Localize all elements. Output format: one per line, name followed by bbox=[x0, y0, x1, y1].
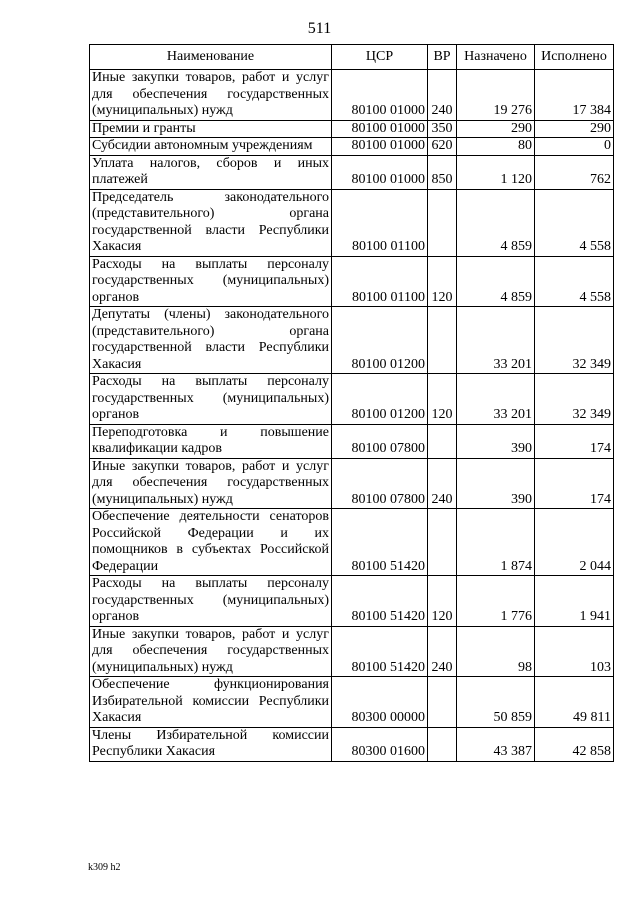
row-name: Расходы на выплаты персоналу государственных (муниципальных) органов bbox=[90, 256, 332, 307]
row-assigned: 1 120 bbox=[457, 155, 535, 189]
row-name: Иные закупки товаров, работ и услуг для обеспечения государственных (муниципальных) нужд bbox=[90, 70, 332, 121]
row-name: Расходы на выплаты персоналу государственных (муниципальных) органов bbox=[90, 374, 332, 425]
row-executed: 49 811 bbox=[535, 677, 614, 728]
row-assigned: 98 bbox=[457, 626, 535, 677]
row-name: Иные закупки товаров, работ и услуг для обеспечения государственных (муниципальных) нужд bbox=[90, 626, 332, 677]
row-executed: 4 558 bbox=[535, 189, 614, 256]
row-assigned: 33 201 bbox=[457, 374, 535, 425]
row-vr bbox=[428, 307, 457, 374]
row-name: Расходы на выплаты персоналу государственных (муниципальных) органов bbox=[90, 576, 332, 627]
row-vr: 240 bbox=[428, 70, 457, 121]
row-vr: 120 bbox=[428, 576, 457, 627]
row-csr: 80100 07800 bbox=[332, 424, 428, 458]
table-row bbox=[90, 458, 614, 509]
row-csr: 80100 01000 bbox=[332, 70, 428, 121]
row-csr: 80100 01200 bbox=[332, 307, 428, 374]
row-executed: 103 bbox=[535, 626, 614, 677]
table-row bbox=[90, 307, 614, 374]
row-csr: 80100 51420 bbox=[332, 626, 428, 677]
row-csr: 80100 01100 bbox=[332, 189, 428, 256]
row-executed: 17 384 bbox=[535, 70, 614, 121]
footer-mark: k309 h2 bbox=[88, 862, 121, 873]
row-assigned: 19 276 bbox=[457, 70, 535, 121]
row-vr: 240 bbox=[428, 626, 457, 677]
row-assigned: 50 859 bbox=[457, 677, 535, 728]
row-vr: 350 bbox=[428, 120, 457, 138]
table-row bbox=[90, 576, 614, 627]
row-assigned: 43 387 bbox=[457, 727, 535, 761]
row-name: Председатель законодательного (представительного) органа государственной власти Республики Хакасия bbox=[90, 189, 332, 256]
budget-table bbox=[89, 44, 614, 762]
table-row bbox=[90, 256, 614, 307]
row-assigned: 80 bbox=[457, 138, 535, 156]
row-csr: 80100 51420 bbox=[332, 509, 428, 576]
row-assigned: 1 874 bbox=[457, 509, 535, 576]
row-assigned: 4 859 bbox=[457, 256, 535, 307]
row-name: Уплата налогов, сборов и иных платежей bbox=[90, 155, 332, 189]
row-vr bbox=[428, 509, 457, 576]
row-csr: 80100 07800 bbox=[332, 458, 428, 509]
row-executed: 174 bbox=[535, 458, 614, 509]
table-row bbox=[90, 424, 614, 458]
table-row bbox=[90, 138, 614, 156]
row-name: Переподготовка и повышение квалификации кадров bbox=[90, 424, 332, 458]
row-executed: 32 349 bbox=[535, 374, 614, 425]
row-name: Иные закупки товаров, работ и услуг для обеспечения государственных (муниципальных) нужд bbox=[90, 458, 332, 509]
row-csr: 80100 01000 bbox=[332, 120, 428, 138]
row-csr: 80300 01600 bbox=[332, 727, 428, 761]
table-body bbox=[90, 70, 614, 762]
table-row bbox=[90, 374, 614, 425]
row-vr: 120 bbox=[428, 374, 457, 425]
row-executed: 1 941 bbox=[535, 576, 614, 627]
header-vr: ВР bbox=[428, 45, 457, 70]
row-executed: 174 bbox=[535, 424, 614, 458]
table-row bbox=[90, 70, 614, 121]
row-vr bbox=[428, 677, 457, 728]
table-row bbox=[90, 626, 614, 677]
row-name: Премии и гранты bbox=[90, 120, 332, 138]
row-assigned: 390 bbox=[457, 424, 535, 458]
row-vr: 240 bbox=[428, 458, 457, 509]
row-assigned: 1 776 bbox=[457, 576, 535, 627]
page-number: 511 bbox=[307, 20, 332, 37]
table-row bbox=[90, 727, 614, 761]
row-csr: 80100 01100 bbox=[332, 256, 428, 307]
table-row bbox=[90, 189, 614, 256]
row-vr bbox=[428, 189, 457, 256]
row-vr: 620 bbox=[428, 138, 457, 156]
row-vr: 120 bbox=[428, 256, 457, 307]
row-assigned: 290 bbox=[457, 120, 535, 138]
row-csr: 80100 01000 bbox=[332, 138, 428, 156]
row-name: Члены Избирательной комиссии Республики Хакасия bbox=[90, 727, 332, 761]
row-name: Обеспечение функционирования Избирательной комиссии Республики Хакасия bbox=[90, 677, 332, 728]
row-assigned: 390 bbox=[457, 458, 535, 509]
row-executed: 290 bbox=[535, 120, 614, 138]
row-assigned: 4 859 bbox=[457, 189, 535, 256]
row-csr: 80100 01000 bbox=[332, 155, 428, 189]
table-row bbox=[90, 155, 614, 189]
row-assigned: 33 201 bbox=[457, 307, 535, 374]
row-vr bbox=[428, 727, 457, 761]
header-assigned: Назначено bbox=[457, 45, 535, 70]
table-row bbox=[90, 677, 614, 728]
row-csr: 80300 00000 bbox=[332, 677, 428, 728]
row-csr: 80100 51420 bbox=[332, 576, 428, 627]
row-executed: 4 558 bbox=[535, 256, 614, 307]
row-executed: 42 858 bbox=[535, 727, 614, 761]
table-row bbox=[90, 509, 614, 576]
row-executed: 0 bbox=[535, 138, 614, 156]
row-executed: 762 bbox=[535, 155, 614, 189]
row-name: Обеспечение деятельности сенаторов Российской Федерации и их помощников в субъектах Российской Федерации bbox=[90, 509, 332, 576]
header-csr: ЦСР bbox=[332, 45, 428, 70]
row-vr bbox=[428, 424, 457, 458]
row-vr: 850 bbox=[428, 155, 457, 189]
row-executed: 2 044 bbox=[535, 509, 614, 576]
row-name: Субсидии автономным учреждениям bbox=[90, 138, 332, 156]
header-executed: Исполнено bbox=[535, 45, 614, 70]
row-csr: 80100 01200 bbox=[332, 374, 428, 425]
row-executed: 32 349 bbox=[535, 307, 614, 374]
row-name: Депутаты (члены) законодательного (представительного) органа государственной власти Республики Хакасия bbox=[90, 307, 332, 374]
table-header-row bbox=[90, 45, 614, 70]
table-row bbox=[90, 120, 614, 138]
header-name: Наименование bbox=[90, 45, 332, 70]
